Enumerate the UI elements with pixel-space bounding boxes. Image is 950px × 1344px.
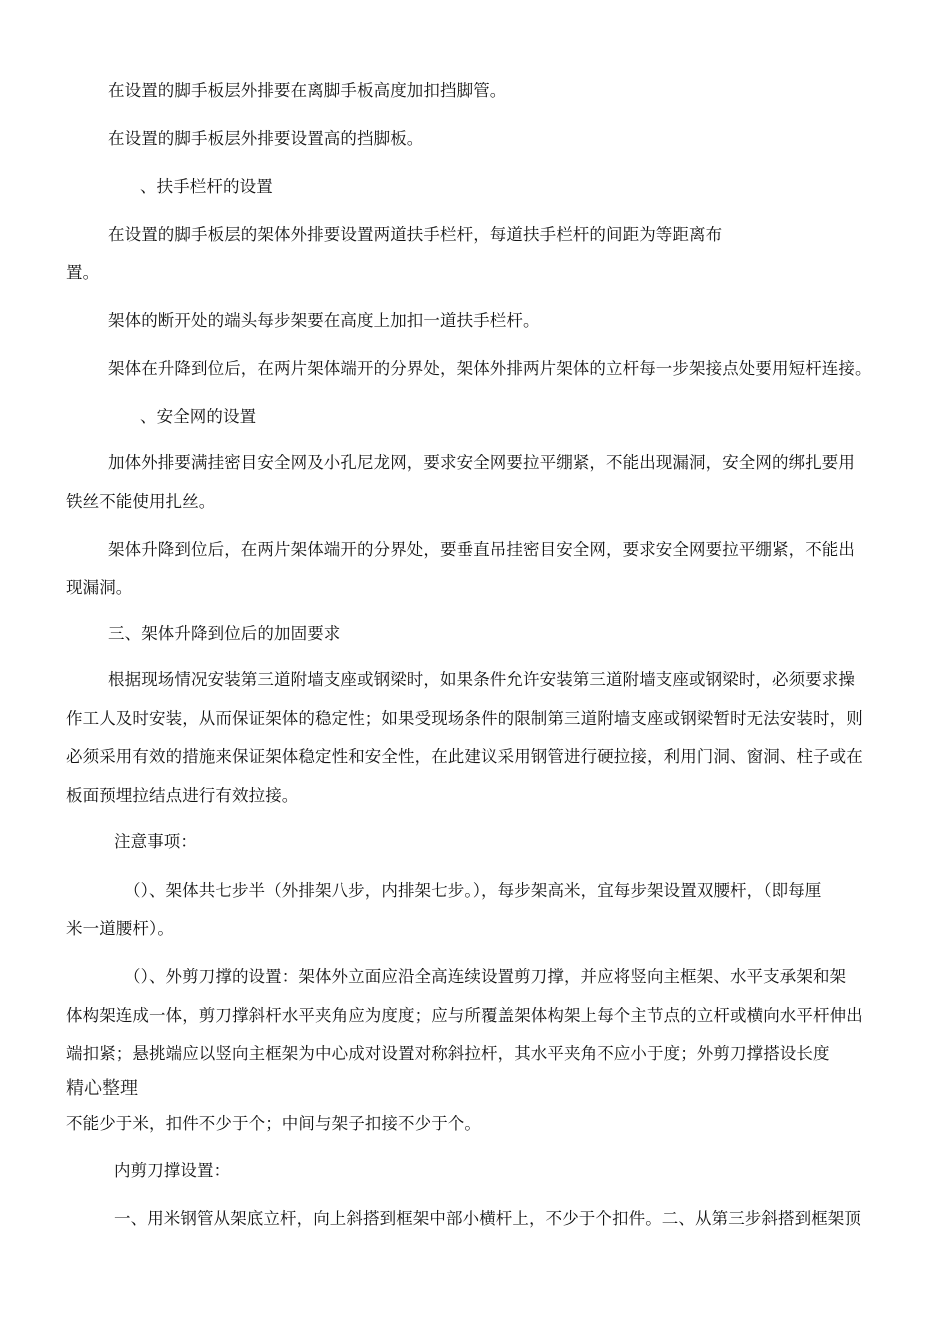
text-line-21: （）、外剪刀撑的设置：架体外立面应沿全高连续设置剪刀撑，并应将竖向主框架、水平支承架和架 xyxy=(124,967,847,986)
text-line-1: 在设置的脚手板层外排要在离脚手板高度加扣挡脚管。 xyxy=(108,81,507,100)
text-line-24: 不能少于米，扣件不少于个；中间与架子扣接不少于个。 xyxy=(66,1114,481,1133)
text-line-2: 在设置的脚手板层外排要设置高的挡脚板。 xyxy=(108,129,424,148)
inner-scissor-heading: 内剪刀撑设置： xyxy=(114,1161,231,1180)
text-line-14: 根据现场情况安装第三道附墙支座或钢梁时，如果条件允许安装第三道附墙支座或钢梁时，必须要求操 xyxy=(108,670,855,689)
text-line-23: 端扣紧；悬挑端应以竖向主框架为中心成对设置对称斜拉杆，其水平夹角不应小于度；外剪刀撑搭设长度 xyxy=(66,1044,830,1063)
text-line-4: 在设置的脚手板层的架体外排要设置两道扶手栏杆，每道扶手栏杆的间距为等距离布 xyxy=(108,225,723,244)
text-line-5: 置。 xyxy=(66,263,100,282)
section-heading-safety-net: 、安全网的设置 xyxy=(140,407,257,426)
text-line-22: 体构架连成一体，剪刀撑斜杆水平夹角应为度度；应与所覆盖架体构架上每个主节点的立杆或横向水平杆伸出 xyxy=(66,1006,863,1025)
text-line-19: （）、架体共七步半（外排架八步，内排架七步。），每步架高米，宜每步架设置双腰杆，（即每厘 xyxy=(124,881,822,900)
text-line-26: 一、用米钢管从架底立杆，向上斜搭到框架中部小横杆上，不少于个扣件。二、从第三步斜搭到框架顶 xyxy=(114,1209,861,1228)
text-line-6: 架体的断开处的端头每步架要在高度上加扣一道扶手栏杆。 xyxy=(108,311,540,330)
text-line-12: 现漏洞。 xyxy=(66,578,133,597)
section-heading-reinforcement: 三、架体升降到位后的加固要求 xyxy=(108,624,341,643)
text-line-10: 铁丝不能使用扎丝。 xyxy=(66,492,216,511)
section-heading-handrail: 、扶手栏杆的设置 xyxy=(140,177,273,196)
text-line-16: 必须采用有效的措施来保证架体稳定性和安全性，在此建议采用钢管进行硬拉接，利用门洞、窗洞、柱子或在 xyxy=(66,747,863,766)
text-line-7: 架体在升降到位后，在两片架体端开的分界处，架体外排两片架体的立杆每一步架接点处要用短杆连接。 xyxy=(108,359,872,378)
text-line-17: 板面预埋拉结点进行有效拉接。 xyxy=(66,786,299,805)
text-line-20: 米一道腰杆）。 xyxy=(66,919,174,938)
text-line-11: 架体升降到位后，在两片架体端开的分界处，要垂直吊挂密目安全网，要求安全网要拉平绷紧，不能出 xyxy=(108,540,855,559)
watermark-text: 精心整理 xyxy=(66,1078,138,1099)
notes-heading: 注意事项： xyxy=(114,832,197,851)
text-line-9: 加体外排要满挂密目安全网及小孔尼龙网，要求安全网要拉平绷紧，不能出现漏洞，安全网的绑扎要用 xyxy=(108,453,855,472)
text-line-15: 作工人及时安装，从而保证架体的稳定性；如果受现场条件的限制第三道附墙支座或钢梁暂时无法安装时，则 xyxy=(66,709,863,728)
